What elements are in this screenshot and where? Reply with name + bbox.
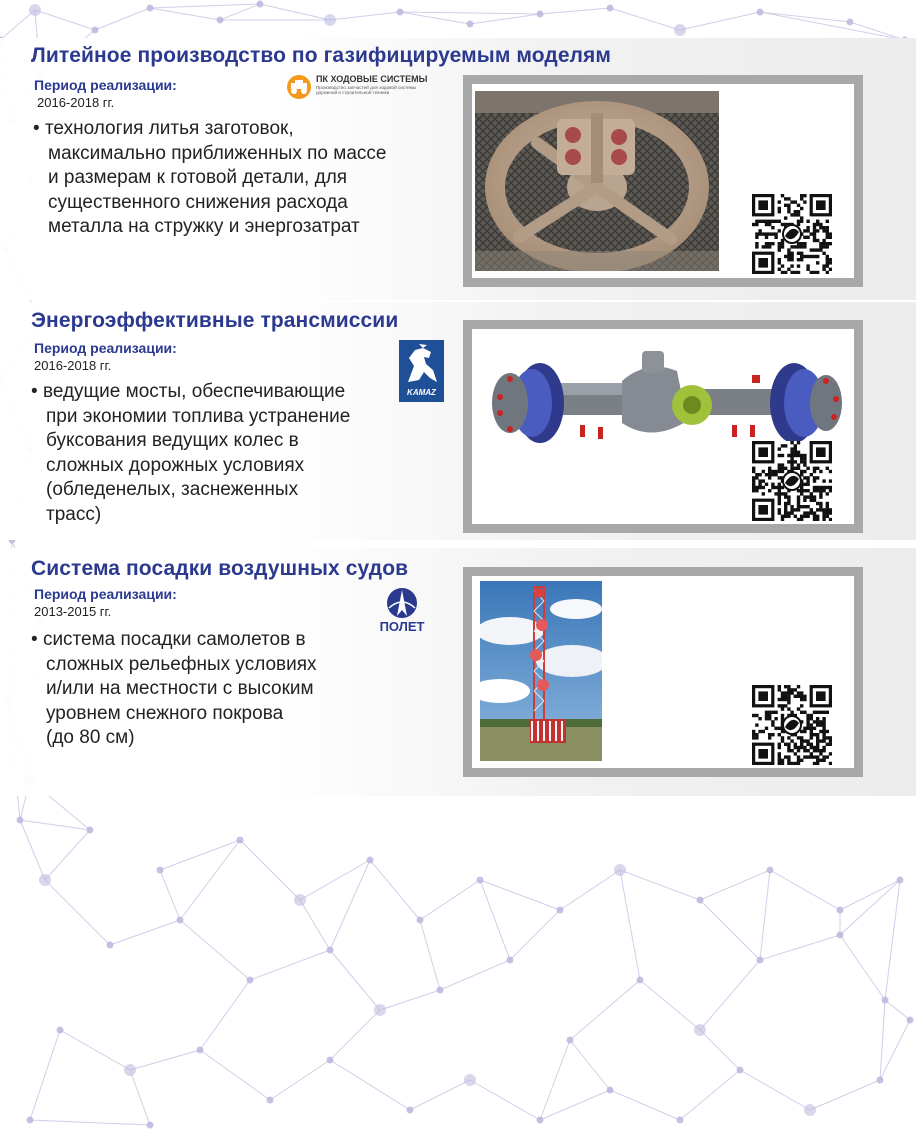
section-title: Литейное производство по газифицируемым моделям — [31, 44, 612, 67]
logo-name: KAMAZ — [407, 388, 436, 397]
bullet-line: буксования ведущих колес в — [46, 430, 299, 451]
bullet-line: (до 80 см) — [46, 727, 135, 748]
period-value: 2013-2015 гг. — [34, 604, 112, 619]
period-label: Период реализации: — [34, 586, 177, 602]
logo-tagline: Производство запчастей для ходовой системы дорожной и строительной техники — [316, 85, 417, 96]
qr-code-icon — [752, 194, 832, 274]
casting-wheel-photo — [475, 91, 719, 271]
period-label: Период реализации: — [34, 77, 177, 93]
polet-logo-icon — [375, 586, 429, 620]
bullet-list-item — [31, 628, 391, 751]
bullet-list-item — [31, 380, 411, 527]
bullet-line: сложных дорожных условиях — [46, 454, 305, 476]
image-frame — [463, 320, 863, 533]
bullet-line: система посадки самолетов в — [42, 629, 306, 650]
bullet-line: и/или на местности с высоким — [46, 678, 314, 699]
logo-name: ПОЛЕТ — [379, 619, 425, 634]
bullet-list-item — [33, 117, 453, 240]
qr-code-icon — [752, 685, 832, 765]
bullet-line: трасс) — [46, 503, 102, 525]
section-transmission — [0, 300, 916, 540]
bullet-line: ведущие мосты, обеспечивающие — [42, 381, 346, 402]
bullet-line: технология литья заготовок, — [44, 118, 294, 139]
period-value: 2016-2018 гг. — [34, 358, 112, 373]
bullet-marker: • — [31, 629, 38, 650]
image-frame — [463, 567, 863, 777]
logo-name: ПК ХОДОВЫЕ СИСТЕМЫ — [316, 74, 428, 84]
bullet-line: (обледенелых, заснеженных — [46, 479, 299, 500]
period-label: Период реализации: — [34, 340, 177, 356]
bullet-line: при экономии топлива устранение — [46, 405, 351, 427]
bullet-line: максимально приближенных по массе — [48, 142, 387, 164]
bullet-line: металла на стружку и энергозатрат — [48, 216, 360, 237]
section-title: Система посадки воздушных судов — [31, 557, 409, 580]
bullet-line: уровнем снежного покрова — [46, 702, 284, 724]
bullet-line: и размерам к готовой детали, для — [48, 167, 348, 188]
section-casting — [0, 0, 916, 300]
period-value: 2016-2018 гг. — [37, 95, 115, 110]
image-frame — [463, 75, 863, 287]
pk-hodovye-sistemy-logo-icon — [286, 74, 312, 100]
pk-hodovye-sistemy-logo — [286, 73, 428, 103]
qr-code-icon — [752, 441, 832, 521]
bullet-line: сложных рельефных условиях — [46, 653, 317, 675]
bullet-marker: • — [31, 381, 38, 402]
bullet-marker: • — [33, 118, 40, 139]
section-title: Энергоэффективные трансмиссии — [31, 309, 399, 332]
bullet-line: существенного снижения расхода — [48, 191, 348, 213]
antenna-tower-photo — [480, 581, 602, 761]
section-landing-system — [0, 548, 916, 798]
